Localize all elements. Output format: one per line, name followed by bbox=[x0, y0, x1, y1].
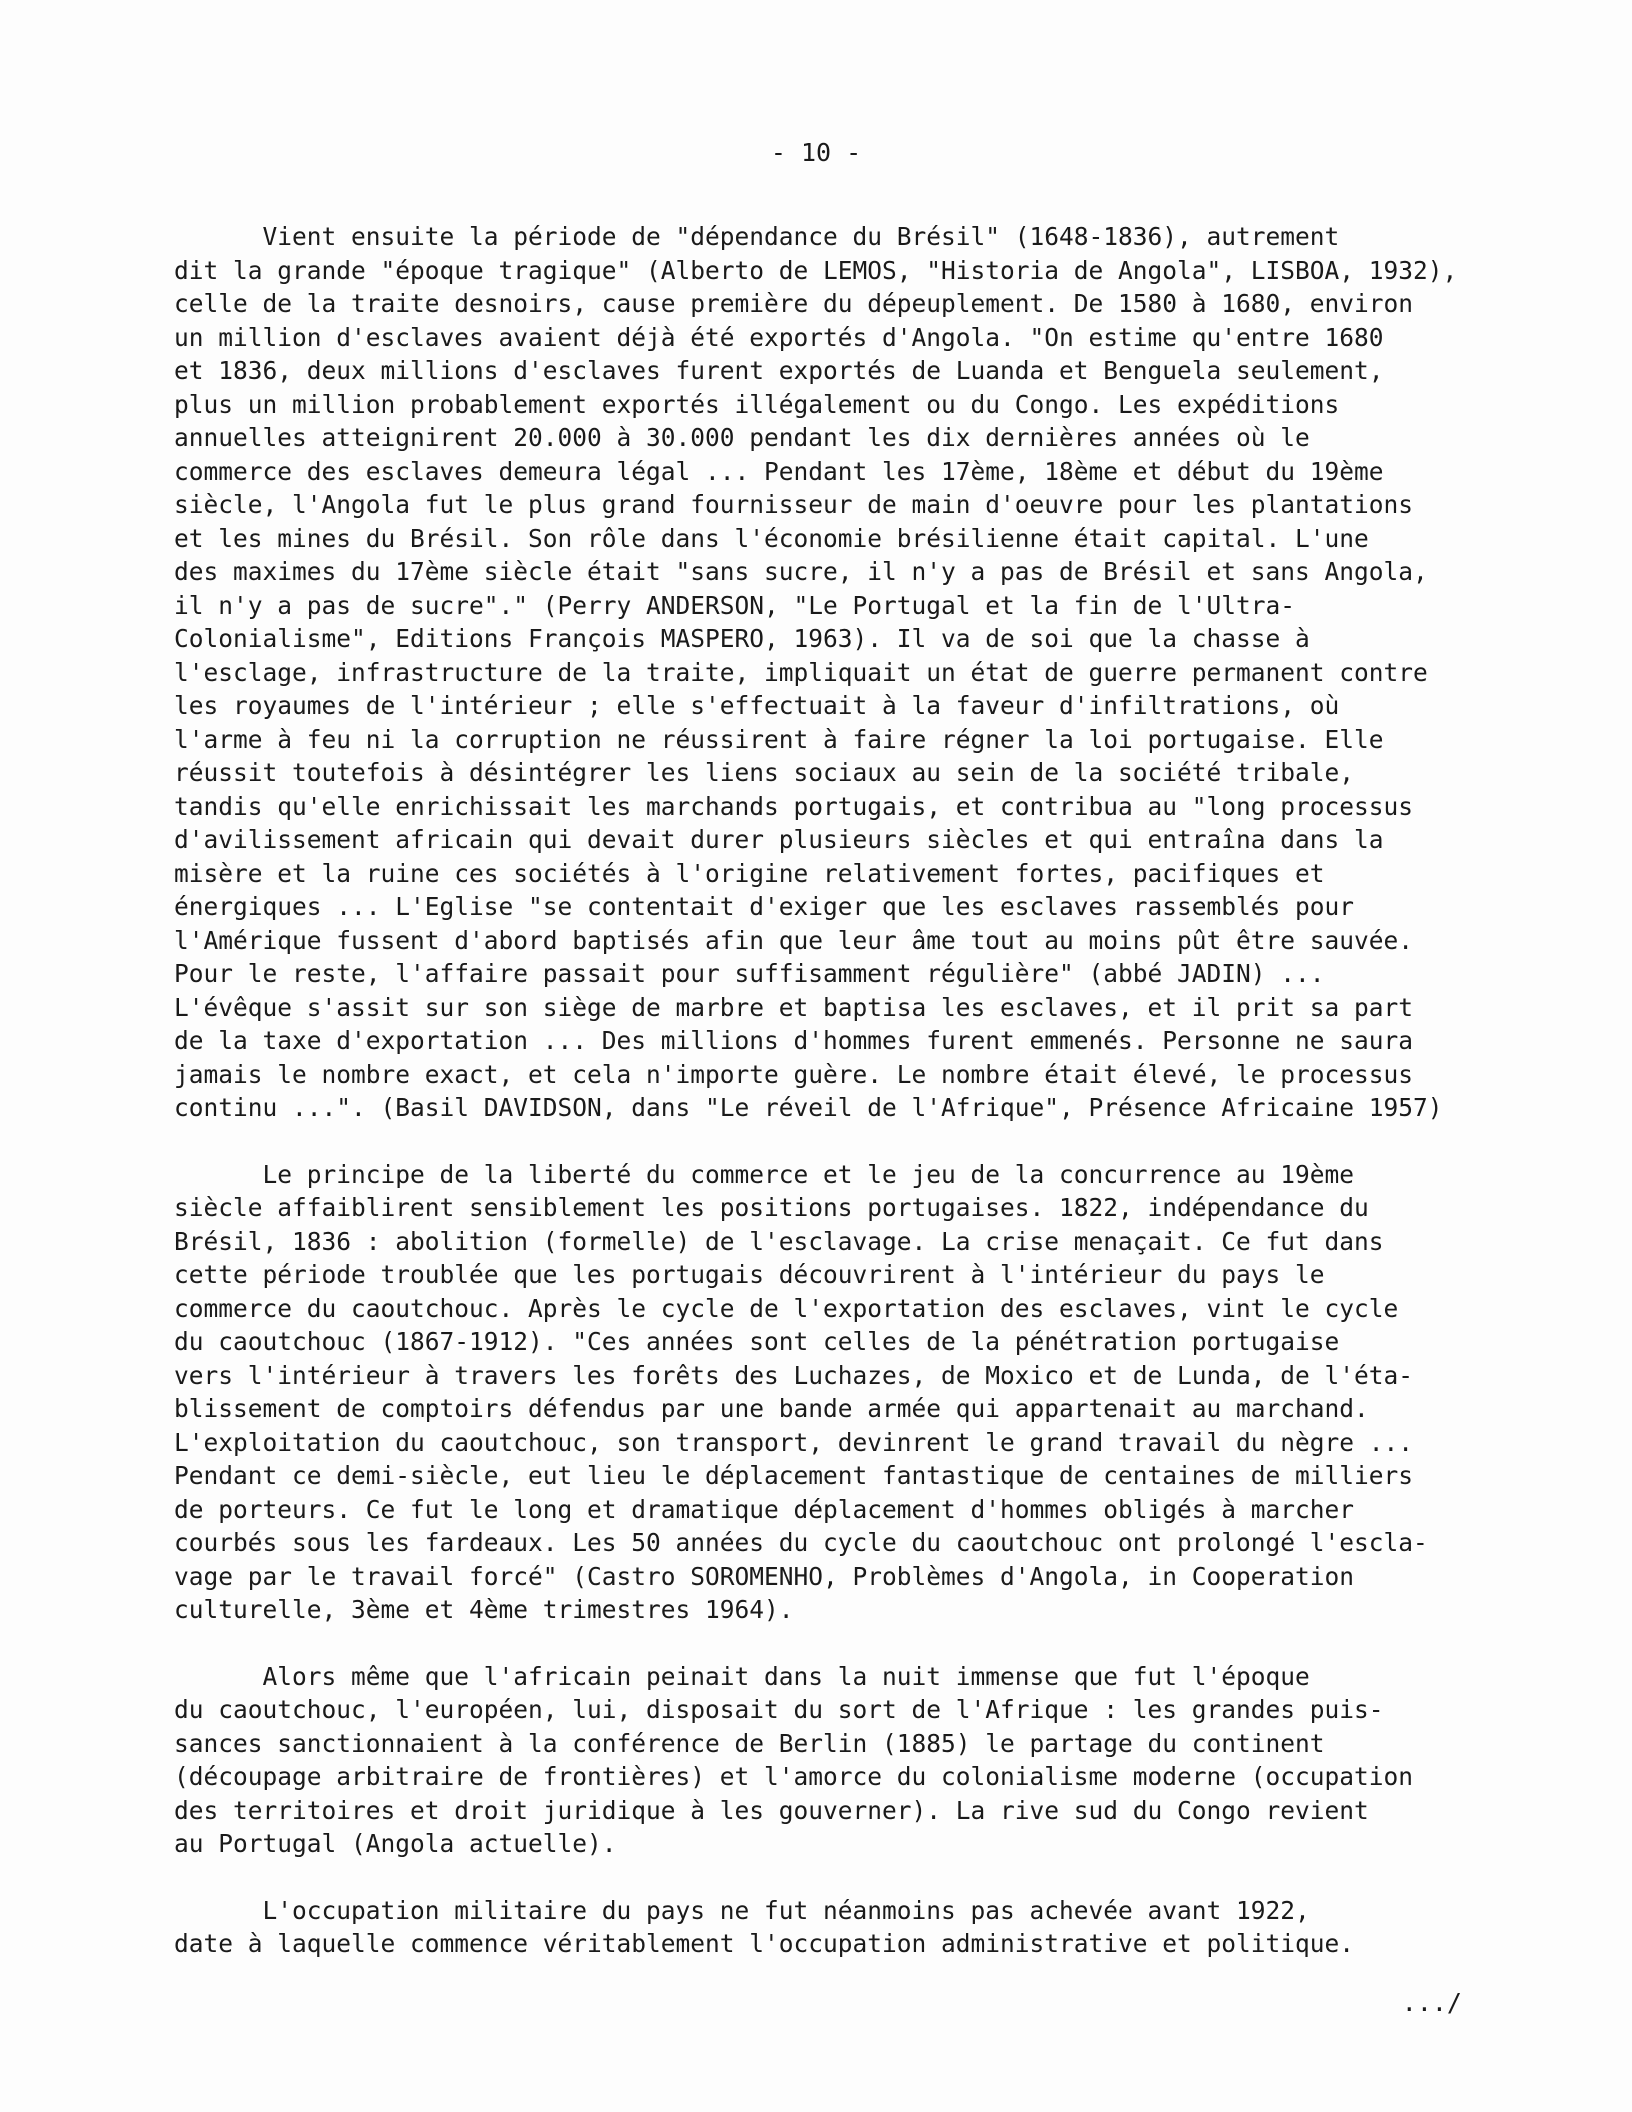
text-line: des territoires et droit juridique à les gouverner). La rive sud du Congo revient bbox=[174, 1795, 1369, 1825]
text-line: Vient ensuite la période de "dépendance du Brésil" (1648-1836), autrement bbox=[174, 222, 1340, 251]
text-line: réussit toutefois à désintégrer les liens sociaux au sein de la société tribale, bbox=[174, 758, 1355, 787]
text-line: plus un million probablement exportés illégalement ou du Congo. Les expéditions bbox=[174, 389, 1340, 419]
text-line: tandis qu'elle enrichissait les marchands portugais, et contribua au "long processus bbox=[174, 791, 1414, 821]
paragraph-2 bbox=[174, 1158, 1584, 1627]
text-line: et les mines du Brésil. Son rôle dans l'économie brésilienne était capital. L'une bbox=[174, 523, 1369, 553]
text-line: courbés sous les fardeaux. Les 50 années du cycle du caoutchouc ont prolongé l'escla- bbox=[174, 1528, 1428, 1557]
text-line: au Portugal (Angola actuelle). bbox=[174, 1829, 617, 1858]
text-line: siècle affaiblirent sensiblement les positions portugaises. 1822, indépendance du bbox=[174, 1193, 1369, 1222]
text-line: culturelle, 3ème et 4ème trimestres 1964). bbox=[174, 1595, 794, 1624]
text-line: vage par le travail forcé" (Castro SOROMENHO, Problèmes d'Angola, in Cooperation bbox=[174, 1561, 1355, 1591]
text-line: commerce du caoutchouc. Après le cycle de l'exportation des esclaves, vint le cycle bbox=[174, 1293, 1399, 1323]
body-text bbox=[174, 220, 1584, 1961]
text-line: Alors même que l'africain peinait dans la nuit immense que fut l'époque bbox=[174, 1661, 1310, 1691]
text-line: l'Amérique fussent d'abord baptisés afin que leur âme tout au moins pût être sauvée. bbox=[174, 925, 1414, 955]
text-line: Pendant ce demi-siècle, eut lieu le déplacement fantastique de centaines de milliers bbox=[174, 1461, 1414, 1490]
text-line: L'exploitation du caoutchouc, son transport, devinrent le grand travail du nègre ... bbox=[174, 1427, 1414, 1457]
text-line: cette période troublée que les portugais découvrirent à l'intérieur du pays le bbox=[174, 1260, 1325, 1289]
text-line: annuelles atteignirent 20.000 à 30.000 pendant les dix dernières années où le bbox=[174, 423, 1310, 452]
text-line: l'esclage, infrastructure de la traite, impliquait un état de guerre permanent contre bbox=[174, 657, 1428, 687]
continuation-mark: .../ bbox=[1401, 1988, 1462, 2017]
page-number: - 10 - bbox=[770, 138, 862, 167]
text-line: Colonialisme", Editions François MASPERO, 1963). Il va de soi que la chasse à bbox=[174, 624, 1310, 653]
text-line: du caoutchouc (1867-1912). "Ces années sont celles de la pénétration portugaise bbox=[174, 1327, 1340, 1356]
text-line: sances sanctionnaient à la conférence de Berlin (1885) le partage du continent bbox=[174, 1728, 1325, 1758]
text-line: de porteurs. Ce fut le long et dramatique déplacement d'hommes obligés à marcher bbox=[174, 1494, 1355, 1524]
text-line: misère et la ruine ces sociétés à l'origine relativement fortes, pacifiques et bbox=[174, 858, 1325, 888]
text-line: les royaumes de l'intérieur ; elle s'effectuait à la faveur d'infiltrations, où bbox=[174, 691, 1340, 720]
text-line: de la taxe d'exportation ... Des millions d'hommes furent emmenés. Personne ne saura bbox=[174, 1026, 1414, 1055]
paragraph-4 bbox=[174, 1894, 1584, 1961]
text-line: siècle, l'Angola fut le plus grand fournisseur de main d'oeuvre pour les plantations bbox=[174, 490, 1414, 519]
text-line: celle de la traite desnoirs, cause première du dépeuplement. De 1580 à 1680, environ bbox=[174, 289, 1414, 318]
text-line: il n'y a pas de sucre"." (Perry ANDERSON, "Le Portugal et la fin de l'Ultra- bbox=[174, 590, 1296, 620]
text-line: commerce des esclaves demeura légal ... Pendant les 17ème, 18ème et début du 19ème bbox=[174, 456, 1384, 486]
text-line: Le principe de la liberté du commerce et le jeu de la concurrence au 19ème bbox=[174, 1159, 1355, 1189]
text-line: blissement de comptoirs défendus par une bande armée qui appartenait au marchand. bbox=[174, 1394, 1369, 1423]
text-line: jamais le nombre exact, et cela n'importe guère. Le nombre était élevé, le processus bbox=[174, 1059, 1414, 1089]
text-line: du caoutchouc, l'européen, lui, disposait du sort de l'Afrique : les grandes puis- bbox=[174, 1695, 1384, 1724]
text-line: et 1836, deux millions d'esclaves furent exportés de Luanda et Benguela seulement, bbox=[174, 356, 1384, 385]
text-line: dit la grande "époque tragique" (Alberto de LEMOS, "Historia de Angola", LISBOA, 1932), bbox=[174, 255, 1458, 285]
text-line: Brésil, 1836 : abolition (formelle) de l'esclavage. La crise menaçait. Ce fut dans bbox=[174, 1226, 1384, 1256]
text-line: date à laquelle commence véritablement l'occupation administrative et politique. bbox=[174, 1929, 1355, 1958]
paragraph-3 bbox=[174, 1660, 1584, 1861]
text-line: des maximes du 17ème siècle était "sans sucre, il n'y a pas de Brésil et sans Angola, bbox=[174, 557, 1428, 586]
text-line: L'occupation militaire du pays ne fut néanmoins pas achevée avant 1922, bbox=[174, 1895, 1310, 1925]
text-line: continu ...". (Basil DAVIDSON, dans "Le réveil de l'Afrique", Présence Africaine 1957) bbox=[174, 1093, 1443, 1122]
text-line: d'avilissement africain qui devait durer plusieurs siècles et qui entraîna dans la bbox=[174, 825, 1384, 854]
text-line: L'évêque s'assit sur son siège de marbre et baptisa les esclaves, et il prit sa part bbox=[174, 992, 1414, 1022]
text-line: Pour le reste, l'affaire passait pour suffisamment régulière" (abbé JADIN) ... bbox=[174, 959, 1325, 988]
text-line: l'arme à feu ni la corruption ne réussirent à faire régner la loi portugaise. Elle bbox=[174, 724, 1384, 754]
text-line: (découpage arbitraire de frontières) et l'amorce du colonialisme moderne (occupation bbox=[174, 1762, 1414, 1791]
paragraph-1 bbox=[174, 220, 1584, 1125]
text-line: énergiques ... L'Eglise "se contentait d'exiger que les esclaves rassemblés pour bbox=[174, 892, 1355, 921]
text-line: vers l'intérieur à travers les forêts des Luchazes, de Moxico et de Lunda, de l'éta- bbox=[174, 1360, 1414, 1390]
text-line: un million d'esclaves avaient déjà été exportés d'Angola. "On estime qu'entre 1680 bbox=[174, 322, 1384, 352]
